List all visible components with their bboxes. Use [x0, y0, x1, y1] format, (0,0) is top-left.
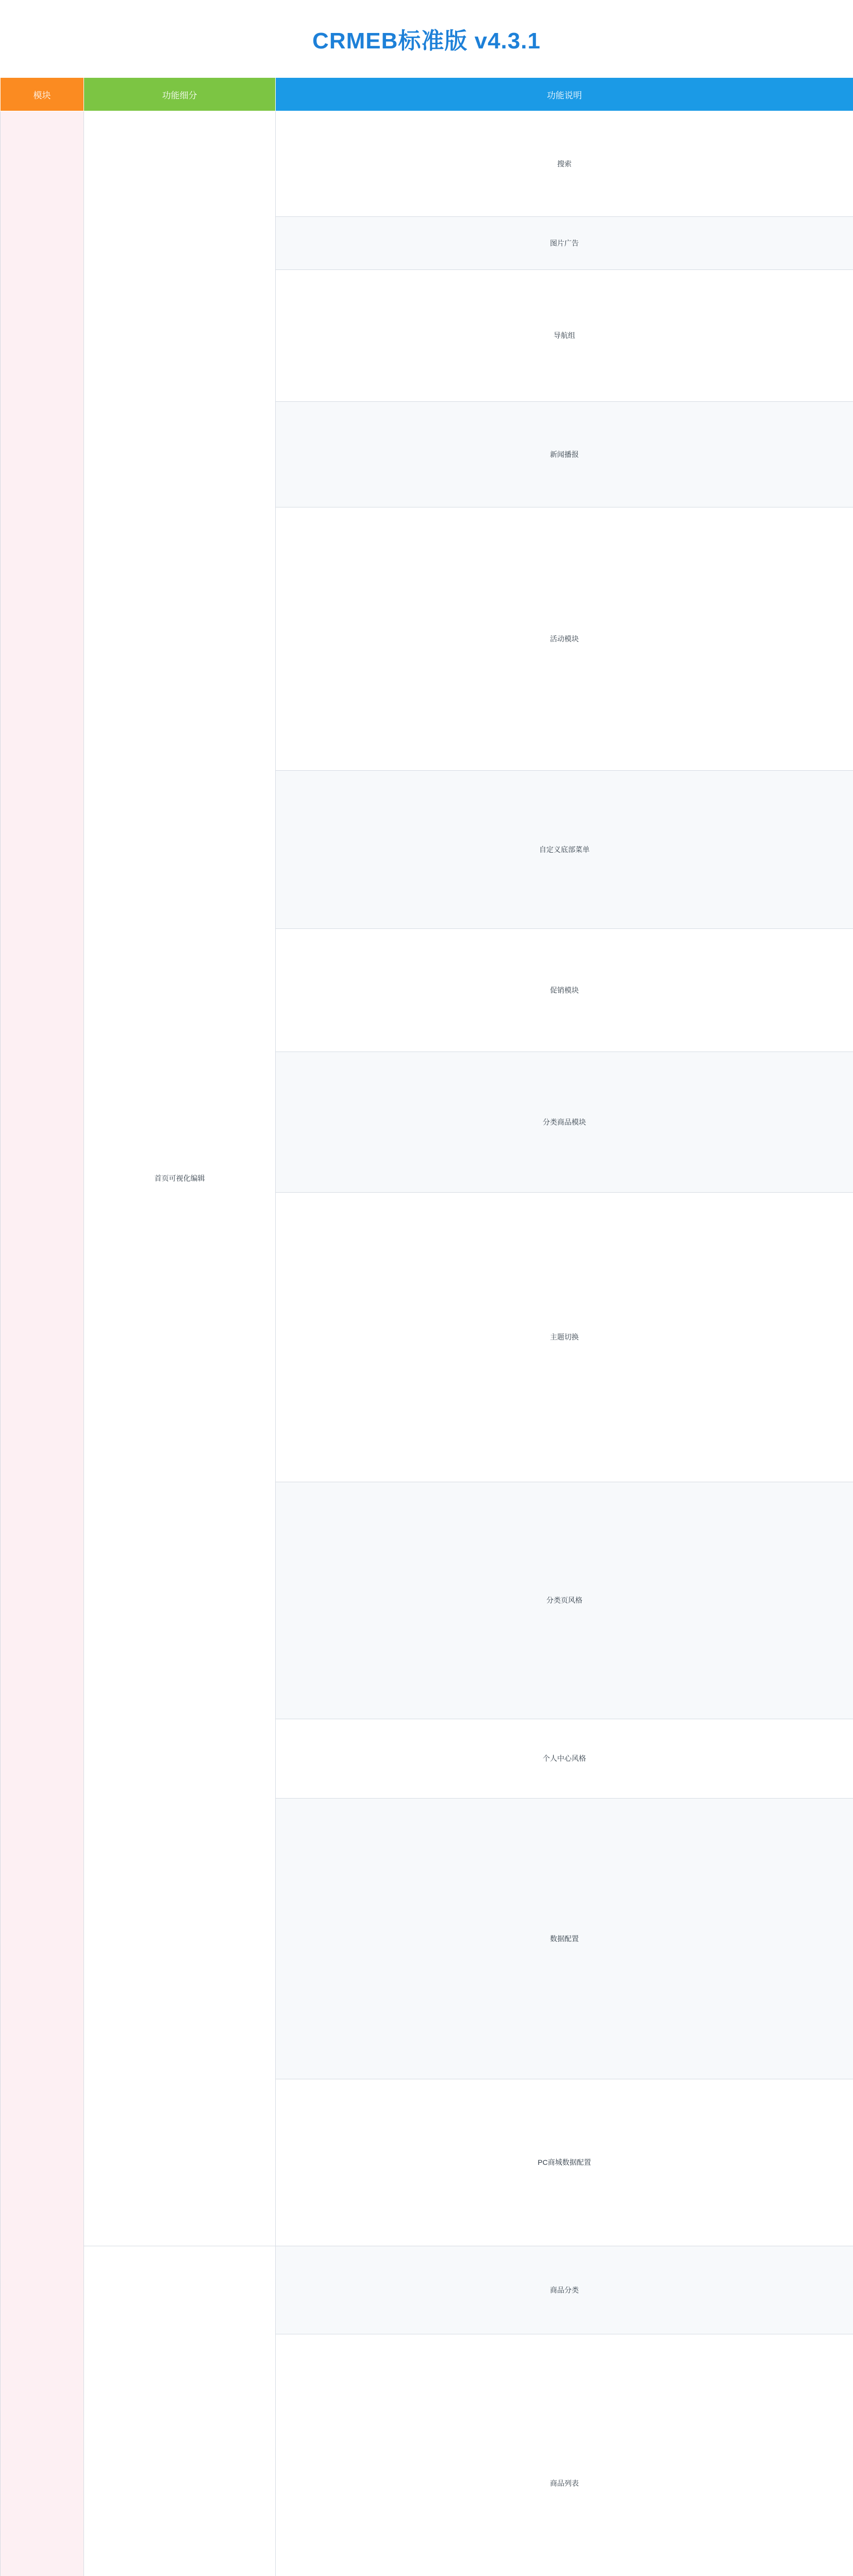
function-cell: 导航组 — [276, 270, 853, 402]
function-cell: 促销模块 — [276, 929, 853, 1052]
header-function: 功能细分 — [84, 78, 276, 111]
table-body — [1, 111, 853, 2576]
function-cell: 个人中心风格 — [276, 1719, 853, 1799]
function-cell: 分类页风格 — [276, 1482, 853, 1719]
table-row — [1, 111, 853, 217]
group-cell — [84, 2246, 276, 2576]
feature-table — [0, 77, 853, 2576]
function-cell: 数据配置 — [276, 1799, 853, 2079]
header-module: 模块 — [1, 78, 84, 111]
function-cell: 图片广告 — [276, 217, 853, 270]
function-cell: 商品分类 — [276, 2246, 853, 2334]
function-cell: 主题切换 — [276, 1193, 853, 1482]
table-row — [1, 2246, 853, 2334]
function-cell: 自定义底部菜单 — [276, 771, 853, 929]
function-cell: 搜索 — [276, 111, 853, 217]
page-title: CRMEB标准版 v4.3.1 — [312, 28, 541, 54]
function-cell: 分类商品模块 — [276, 1052, 853, 1193]
table-header-row — [1, 78, 853, 111]
header-description: 功能说明 — [276, 78, 853, 111]
function-cell: 活动模块 — [276, 507, 853, 771]
module-cell — [1, 111, 84, 2576]
group-cell: 首页可视化编辑 — [84, 111, 276, 2246]
function-cell: 商品列表 — [276, 2334, 853, 2576]
function-cell: PC商城数据配置 — [276, 2079, 853, 2246]
function-cell: 新闻播报 — [276, 402, 853, 507]
